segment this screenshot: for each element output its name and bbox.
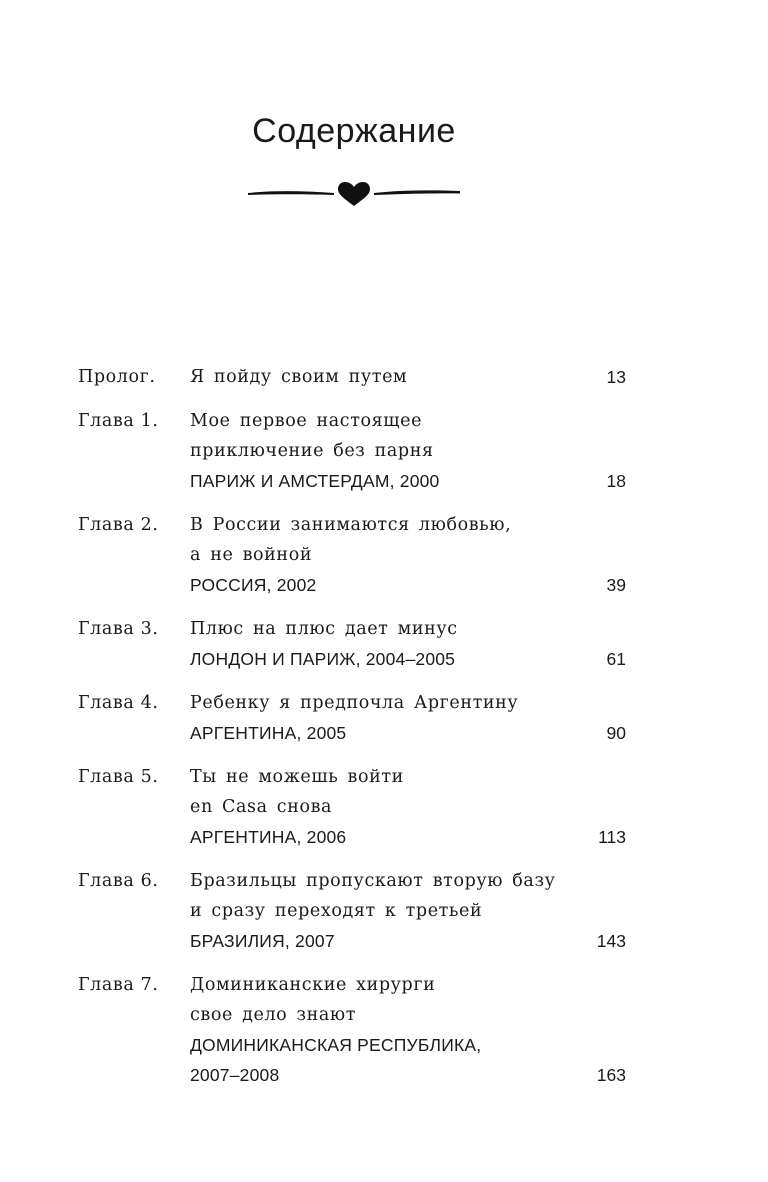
chapter-place-line: БРАЗИЛИЯ, 2007 <box>190 931 335 951</box>
chapter-title-line: Плюс на плюс дает минус <box>190 619 458 639</box>
heart-divider-icon <box>246 178 462 210</box>
chapter-title-line: В России занимаются любовью, <box>190 515 512 535</box>
chapter-body <box>190 970 590 1090</box>
chapter-title-line: и сразу переходят к третьей <box>190 901 483 921</box>
chapter-place-line: РОССИЯ, 2002 <box>190 575 317 595</box>
chapter-title-line: приключение без парня <box>190 441 434 461</box>
chapter-label: Глава 4. <box>78 693 159 713</box>
chapter-title-line: Ты не можешь войти <box>190 767 404 787</box>
chapter-title-line: свое дело знают <box>190 1005 357 1025</box>
chapter-body <box>190 762 590 852</box>
page-number: 39 <box>606 575 626 595</box>
chapter-label: Пролог. <box>78 367 156 387</box>
page-number: 61 <box>606 649 626 669</box>
page-number: 143 <box>596 931 626 951</box>
page-number: 163 <box>596 1065 626 1085</box>
toc-entry[interactable] <box>78 406 628 496</box>
chapter-place-line: ЛОНДОН И ПАРИЖ, 2004–2005 <box>190 649 456 669</box>
chapter-label: Глава 2. <box>78 515 159 535</box>
chapter-body <box>190 614 590 674</box>
chapter-place-line: АРГЕНТИНА, 2006 <box>190 827 347 847</box>
chapter-title-line: Доминиканские хирурги <box>190 975 436 995</box>
chapter-label: Глава 7. <box>78 975 159 995</box>
toc-entry[interactable] <box>78 510 628 600</box>
chapter-place-line: АРГЕНТИНА, 2005 <box>190 723 347 743</box>
chapter-place-line: ПАРИЖ И АМСТЕРДАМ, 2000 <box>190 471 440 491</box>
chapter-place-line: 2007–2008 <box>190 1065 280 1085</box>
toc-entry[interactable] <box>78 614 628 674</box>
page-number: 18 <box>606 471 626 491</box>
chapter-body <box>190 406 590 496</box>
chapter-label: Глава 5. <box>78 767 159 787</box>
page-number: 13 <box>606 367 626 387</box>
chapter-title-line: Ребенку я предпочла Аргентину <box>190 693 519 713</box>
chapter-body <box>190 362 590 392</box>
chapter-body <box>190 510 590 600</box>
toc-entry[interactable] <box>78 970 628 1090</box>
toc-entry[interactable] <box>78 688 628 748</box>
chapter-title-line: Мое первое настоящее <box>190 411 423 431</box>
chapter-label: Глава 1. <box>78 411 159 431</box>
page-number: 90 <box>606 723 626 743</box>
chapter-place-line: ДОМИНИКАНСКАЯ РЕСПУБЛИКА, <box>190 1035 482 1055</box>
chapter-body <box>190 866 590 956</box>
chapter-label: Глава 6. <box>78 871 159 891</box>
table-of-contents <box>78 362 628 1104</box>
chapter-title-line: en Casa снова <box>190 797 333 817</box>
chapter-title-line: Бразильцы пропускают вторую базу <box>190 871 556 891</box>
chapter-title-line: Я пойду своим путем <box>190 367 408 387</box>
chapter-title-line: а не войной <box>190 545 313 565</box>
toc-entry[interactable] <box>78 866 628 956</box>
toc-entry[interactable] <box>78 762 628 852</box>
chapter-label: Глава 3. <box>78 619 159 639</box>
page-number: 113 <box>598 827 626 847</box>
page-title: Содержание <box>252 112 456 150</box>
toc-entry[interactable] <box>78 362 628 392</box>
chapter-body <box>190 688 590 748</box>
